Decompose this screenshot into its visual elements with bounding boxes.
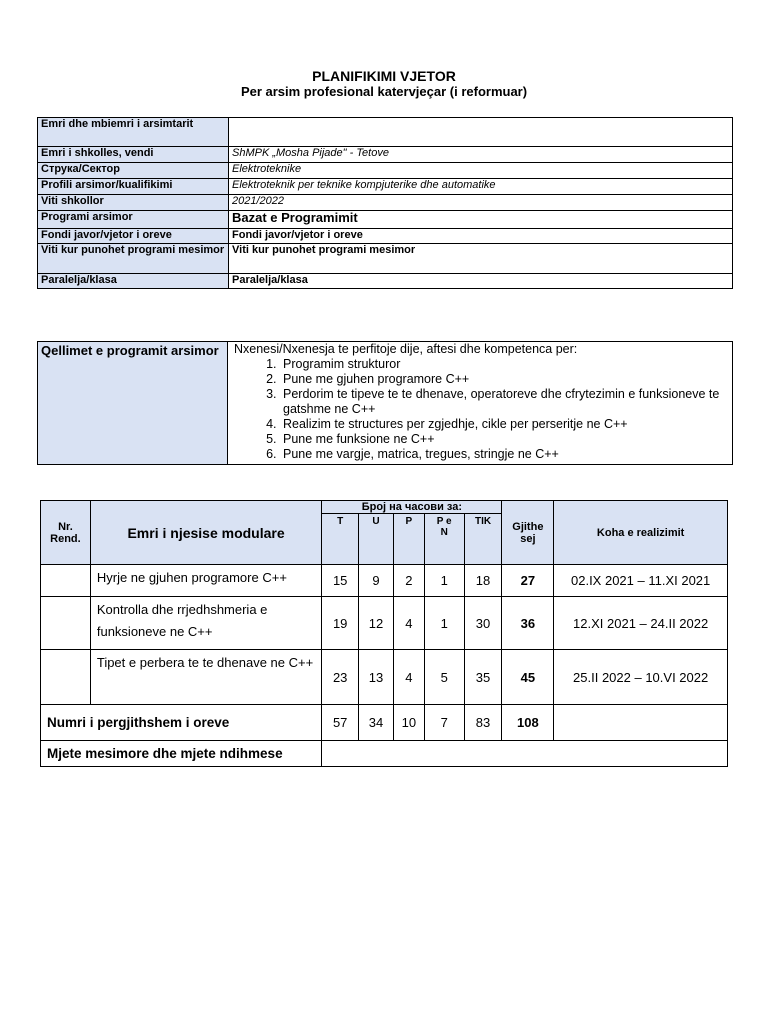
table-row [41, 650, 728, 705]
header-total: Gjithe sej [502, 501, 554, 565]
row-pen: 5 [424, 650, 464, 705]
row-total: 27 [502, 565, 554, 597]
totals-tik: 83 [464, 705, 502, 741]
table-row [41, 597, 728, 650]
row-total: 45 [502, 650, 554, 705]
row-module-name: Tipet e perbera te te dhenave ne C++ [90, 650, 321, 705]
row-pen: 1 [424, 565, 464, 597]
row-pen: 1 [424, 597, 464, 650]
row-t: 19 [322, 597, 359, 650]
row-u: 12 [359, 597, 394, 650]
info-label: Viti shkollor [38, 195, 229, 211]
totals-total: 108 [502, 705, 554, 741]
totals-t: 57 [322, 705, 359, 741]
info-label: Emri dhe mbiemri i arsimtarit [38, 118, 229, 147]
row-tik: 18 [464, 565, 502, 597]
totals-p: 10 [393, 705, 424, 741]
row-tik: 30 [464, 597, 502, 650]
header-module-name: Emri i njesise modulare [90, 501, 321, 565]
row-p: 2 [393, 565, 424, 597]
info-value: 2021/2022 [229, 195, 733, 211]
info-value: ShMPK „Mosha Pijade" - Tetove [229, 147, 733, 163]
info-label: Fondi javor/vjetor i oreve [38, 229, 229, 244]
row-tik: 35 [464, 650, 502, 705]
info-value: Viti kur punohet programi mesimor [229, 244, 733, 274]
goals-list [234, 357, 727, 462]
header-period: Koha e realizimit [554, 501, 728, 565]
row-module-name: Hyrje ne gjuhen programore C++ [90, 565, 321, 597]
row-u: 9 [359, 565, 394, 597]
info-value: Fondi javor/vjetor i oreve [229, 229, 733, 244]
info-table [37, 117, 733, 289]
goal-item: 1. Programim strukturor [280, 357, 727, 372]
info-value: Elektroteknike [229, 163, 733, 179]
row-period: 12.XI 2021 – 24.II 2022 [554, 597, 728, 650]
info-label: Viti kur punohet programi mesimor [38, 244, 229, 274]
goals-table [37, 341, 733, 465]
header-tik: TIK [464, 514, 502, 565]
resources-row [41, 741, 728, 767]
row-nr [41, 597, 91, 650]
info-label: Струка/Сектор [38, 163, 229, 179]
totals-pen: 7 [424, 705, 464, 741]
header-u: U [359, 514, 394, 565]
info-label: Paralelja/klasa [38, 274, 229, 289]
row-nr [41, 565, 91, 597]
header-hours-group: Број на часови за: [322, 501, 502, 514]
table-row [41, 565, 728, 597]
goals-intro: Nxenesi/Nxenesja te perfitoje dije, aftesi dhe kompetenca per: [234, 342, 578, 356]
goal-item: 6. Pune me vargje, matrica, tregues, stringje ne C++ [280, 447, 727, 462]
resources-label: Mjete mesimore dhe mjete ndihmese [41, 741, 322, 767]
row-t: 23 [322, 650, 359, 705]
goal-item: 4. Realizim te structures per zgjedhje, cikle per perseritje ne C++ [280, 417, 727, 432]
row-module-name: Kontrolla dhe rrjedhshmeria e funksioneve ne C++ [90, 597, 321, 650]
row-period: 02.IX 2021 – 11.XI 2021 [554, 565, 728, 597]
page-title: PLANIFIKIMI VJETOR [312, 68, 456, 84]
totals-u: 34 [359, 705, 394, 741]
header-nr: Nr. Rend. [41, 501, 91, 565]
row-period: 25.II 2022 – 10.VI 2022 [554, 650, 728, 705]
info-label: Profili arsimor/kualifikimi [38, 179, 229, 195]
goal-item: 2. Pune me gjuhen programore C++ [280, 372, 727, 387]
info-value: Bazat e Programimit [229, 211, 733, 229]
header-t: T [322, 514, 359, 565]
goals-label: Qellimet e programit arsimor [38, 342, 228, 465]
modules-table [40, 500, 728, 767]
row-p: 4 [393, 597, 424, 650]
goal-item: 5. Pune me funksione ne C++ [280, 432, 727, 447]
goal-item: 3. Perdorim te tipeve te te dhenave, operatoreve dhe cfrytezimin e funksioneve te gatshme ne C++ [280, 387, 727, 417]
row-total: 36 [502, 597, 554, 650]
totals-row [41, 705, 728, 741]
row-u: 13 [359, 650, 394, 705]
resources-value [322, 741, 728, 767]
info-label: Emri i shkolles, vendi [38, 147, 229, 163]
row-t: 15 [322, 565, 359, 597]
totals-period [554, 705, 728, 741]
page-subtitle: Per arsim profesional katervjeçar (i reformuar) [240, 84, 528, 99]
goals-content [228, 342, 733, 465]
header-pen: P e N [424, 514, 464, 565]
totals-label: Numri i pergjithshem i oreve [41, 705, 322, 741]
row-p: 4 [393, 650, 424, 705]
row-nr [41, 650, 91, 705]
info-label: Programi arsimor [38, 211, 229, 229]
info-value [229, 118, 733, 147]
header-p: P [393, 514, 424, 565]
info-value: Paralelja/klasa [229, 274, 733, 289]
info-value: Elektroteknik per teknike kompjuterike dhe automatike [229, 179, 733, 195]
